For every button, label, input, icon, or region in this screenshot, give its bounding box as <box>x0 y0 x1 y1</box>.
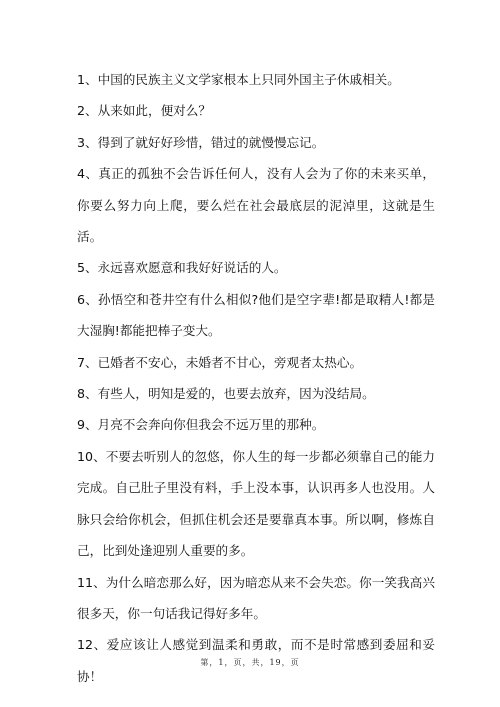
quote-paragraph: 8、有些人，明知是爱的，也要去放弃，因为没结局。 <box>77 386 375 402</box>
quote-paragraph: 6、孙悟空和苍井空有什么相似?他们是空字辈!都是取精人!都是大湿胸!都能把棒子变大。 <box>77 291 435 339</box>
quote-paragraph: 12、爱应该让人感觉到温柔和勇敢，而不是时常感到委屈和妥协！ <box>77 637 435 684</box>
quote-list <box>77 64 435 692</box>
quote-paragraph: 9、月亮不会奔向你但我会不远万里的那种。 <box>77 417 325 433</box>
quote-paragraph: 3、得到了就好好珍惜，错过的就慢慢忘记。 <box>77 134 325 150</box>
quote-paragraph: 2、从来如此，便对么？ <box>77 103 211 119</box>
quote-paragraph: 7、已婚者不安心，未婚者不甘心，旁观者太热心。 <box>77 354 363 370</box>
quote-paragraph: 4、真正的孤独不会告诉任何人，没有人会为了你的未来买单，你要么努力向上爬，要么烂在社会最底层的泥淖里，这就是生活。 <box>77 166 435 245</box>
quote-paragraph: 10、不要去听别人的忽悠，你人生的每一步都必须靠自己的能力完成。自己肚子里没有料，手上没本事，认识再多人也没用。人脉只会给你机会，但抓住机会还是要靠真本事。所以啊，修炼自己，比到处逢迎别人重要的多。 <box>77 448 435 559</box>
quote-paragraph: 5、永远喜欢愿意和我好好说话的人。 <box>77 260 287 276</box>
page-number-footer: 第，1，页，共，19，页 <box>200 658 300 667</box>
quote-paragraph: 11、为什么暗恋那么好，因为暗恋从来不会失恋。你一笑我高兴很多天，你一句话我记得好多年。 <box>77 574 435 621</box>
quote-paragraph: 1、中国的民族主义文学家根本上只同外国主子休戚相关。 <box>77 72 400 87</box>
